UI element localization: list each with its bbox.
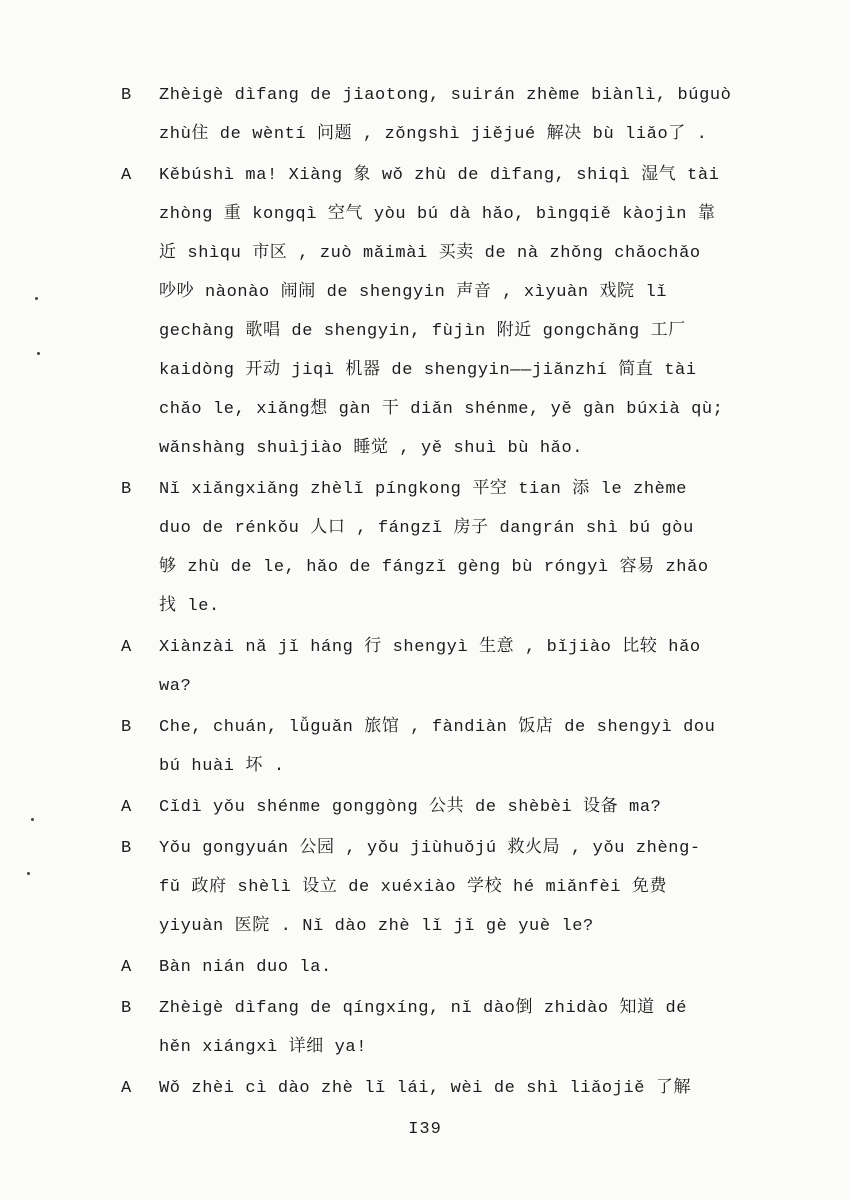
text-line: hěn xiángxì 详细 ya! (159, 1038, 368, 1057)
speaker-label: B (121, 839, 132, 858)
speaker-label: B (121, 718, 132, 737)
text-line: 近 shìqu 市区 , zuò mǎimài 买卖 de nà zhǒng chǎochǎo (159, 244, 701, 263)
speech-text (159, 1069, 809, 1108)
text-line: kaidòng 开动 jiqì 机器 de shengyin——jiǎnzhí 简直 tài (159, 361, 697, 380)
text-line: 吵吵 nàonào 闹闹 de shengyin 声音 , xìyuàn 戏院 lǐ (159, 283, 668, 302)
page-number: I39 (408, 1120, 442, 1139)
text-line: Che, chuán, lǚguǎn 旅馆 , fàndiàn 饭店 de shengyì dou (159, 718, 716, 737)
speaker-label: A (121, 1079, 132, 1098)
text-line: Zhèigè dìfang de jiaotong, suirán zhème biànlì, búguò (159, 86, 732, 105)
speech-text (159, 76, 809, 154)
text-line: 找 le. (159, 597, 220, 616)
speech-text (159, 470, 809, 626)
text-line: Cǐdì yǒu shénme gonggòng 公共 de shèbèi 设备 ma? (159, 798, 662, 817)
dialogue-entry (0, 788, 850, 827)
text-line: Zhèigè dìfang de qíngxíng, nǐ dào倒 zhidào 知道 dé (159, 999, 688, 1018)
text-line: bú huài 坏 . (159, 757, 285, 776)
speech-text (159, 156, 809, 468)
text-line: Xiànzài nǎ jǐ háng 行 shengyì 生意 , bǐjiào 比较 hǎo (159, 638, 701, 657)
speaker-label: A (121, 798, 132, 817)
speaker-label: B (121, 86, 132, 105)
text-line: chǎo le, xiǎng想 gàn 干 diǎn shénme, yě gàn búxià qù; (159, 400, 724, 419)
text-line: zhù住 de wèntí 问题 , zǒngshì jiějué 解决 bù liǎo了 . (159, 125, 708, 144)
text-line: Wǒ zhèi cì dào zhè lǐ lái, wèi de shì liǎojiě 了解 (159, 1079, 692, 1098)
speech-text (159, 628, 809, 706)
text-line: Kěbúshì ma! Xiàng 象 wǒ zhù de dìfang, shiqì 湿气 tài (159, 166, 720, 185)
speaker-label: A (121, 166, 132, 185)
scan-speck (35, 297, 38, 300)
speech-text (159, 948, 809, 987)
dialogue-entry (0, 628, 850, 706)
dialogue-entry (0, 708, 850, 786)
dialogue-entry (0, 470, 850, 626)
speaker-label: B (121, 999, 132, 1018)
speech-text (159, 788, 809, 827)
text-line: fǔ 政府 shèlì 设立 de xuéxiào 学校 hé miǎnfèi 免费 (159, 878, 668, 897)
text-line: Bàn nián duo la. (159, 958, 332, 977)
dialogue (0, 76, 850, 1110)
dialogue-entry (0, 156, 850, 468)
text-line: gechàng 歌唱 de shengyin, fùjìn 附近 gongchǎng 工厂 (159, 322, 686, 341)
dialogue-entry (0, 948, 850, 987)
scan-speck (27, 872, 30, 875)
speech-text (159, 989, 809, 1067)
text-line: yiyuàn 医院 . Nǐ dào zhè lǐ jǐ gè yuè le? (159, 917, 594, 936)
text-line: 够 zhù de le, hǎo de fángzǐ gèng bù róngyì 容易 zhǎo (159, 558, 709, 577)
text-line: wa? (159, 677, 192, 696)
text-line: Nǐ xiǎngxiǎng zhèlǐ píngkong 平空 tian 添 le zhème (159, 480, 688, 499)
dialogue-entry (0, 829, 850, 946)
text-line: Yǒu gongyuán 公园 , yǒu jiùhuǒjú 救火局 , yǒu zhèng- (159, 839, 701, 858)
dialogue-entry (0, 1069, 850, 1108)
text-line: zhòng 重 kongqì 空气 yòu bú dà hǎo, bìngqiě kàojìn 靠 (159, 205, 716, 224)
text-line: duo de rénkǒu 人口 , fángzǐ 房子 dangrán shì bú gòu (159, 519, 694, 538)
scan-speck (37, 352, 40, 355)
scan-speck (31, 818, 34, 821)
dialogue-entry (0, 989, 850, 1067)
speech-text (159, 708, 809, 786)
speaker-label: A (121, 958, 132, 977)
speaker-label: A (121, 638, 132, 657)
text-line: wǎnshàng shuìjiào 睡觉 , yě shuì bù hǎo. (159, 439, 584, 458)
dialogue-entry (0, 76, 850, 154)
speaker-label: B (121, 480, 132, 499)
speech-text (159, 829, 809, 946)
